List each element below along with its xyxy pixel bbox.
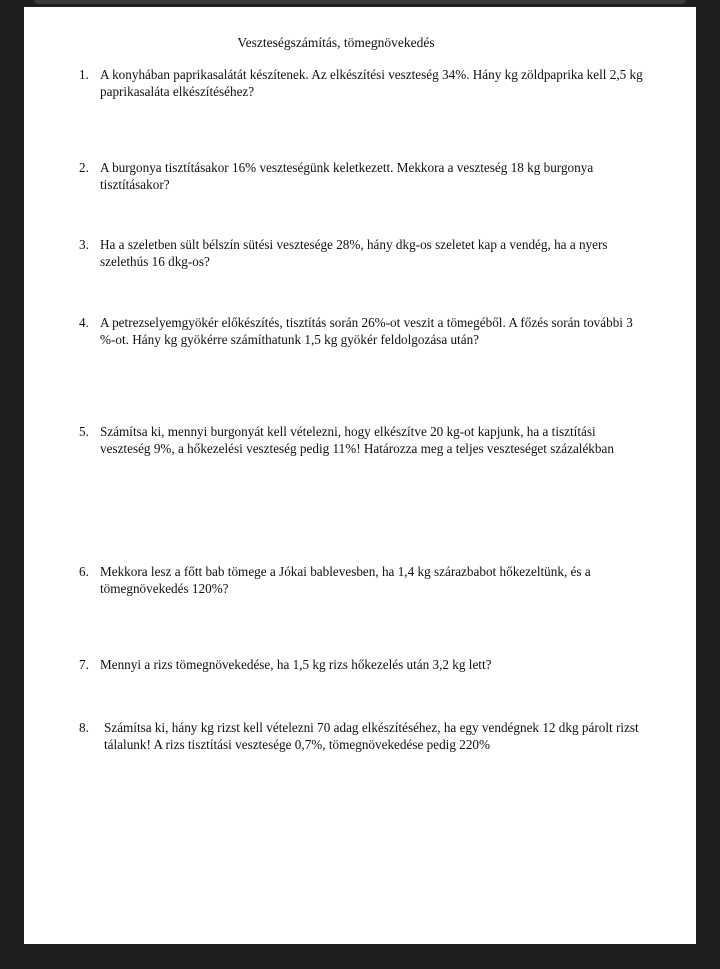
page-title: Veszteségszámítás, tömegnövekedés [237,35,435,50]
item-number: 3. [79,237,89,252]
item-text: A konyhában paprikasalátát készítenek. Az elkészítési veszteség 34%. Hány kg zöldpaprika kell 2,5 kg paprikasaláta elkészítéséhez? [100,67,643,99]
item-text: A burgonya tisztításakor 16% veszteségünk keletkezett. Mekkora a veszteség 18 kg burgonya tisztításakor? [100,160,594,192]
item-text: Mennyi a rizs tömegnövekedése, ha 1,5 kg rizs hőkezelés után 3,2 kg lett? [100,657,492,672]
item-number: 6. [79,564,89,579]
item-number: 8. [79,720,89,735]
item-number: 1. [79,67,89,82]
viewer-top-edge [34,0,686,4]
item-text: Számítsa ki, hány kg rizst kell vételezni 70 adag elkészítéséhez, ha egy vendégnek 12 dkg párolt rizst tálalunk! A rizs tisztítási vesztesége 0,7%, tömegnövekedése pedig 220% [104,720,639,752]
item-number: 7. [79,657,89,672]
item-text: Ha a szeletben sült bélszín sütési vesztesége 28%, hány dkg-os szeletet kap a vendég, ha a nyers szelethús 16 dkg-os? [100,237,608,269]
item-number: 2. [79,160,89,175]
item-number: 4. [79,315,89,330]
item-text: Számítsa ki, mennyi burgonyát kell vételezni, hogy elkészítve 20 kg-ot kapjunk, ha a tisztítási veszteség 9%, a hőkezelési veszteség pedig 11%! Határozza meg a teljes veszteséget százalékban [100,424,614,456]
item-text: Mekkora lesz a főtt bab tömege a Jókai bablevesben, ha 1,4 kg szárazbabot hőkezeltünk, és a tömegnövekedés 120%? [100,564,591,596]
item-number: 5. [79,424,89,439]
document-page [24,7,696,944]
item-text: A petrezselyemgyökér előkészítés, tisztítás során 26%-ot veszit a tömegéből. A főzés során további 3 %-ot. Hány kg gyökérre számíthatunk 1,5 kg gyökér feldolgozása után? [100,315,633,347]
